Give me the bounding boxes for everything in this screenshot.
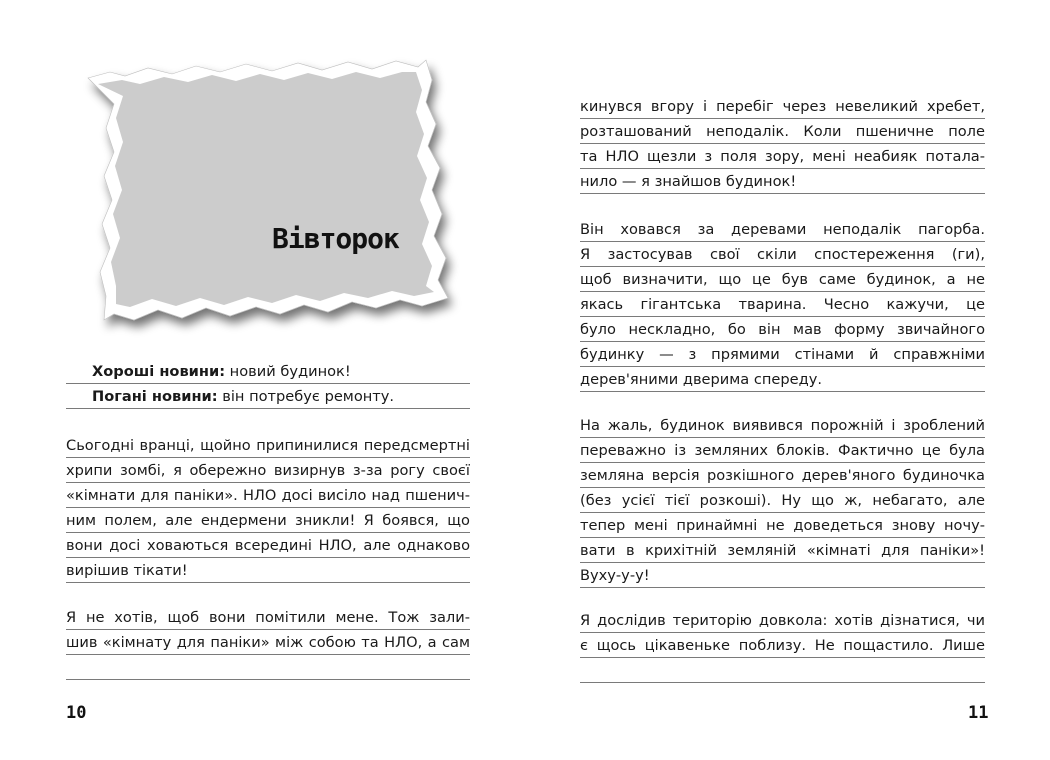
left-paragraph1-line: вирішив тікати! [66,559,470,583]
right-paragraph3-line: переважно із земляних блоків. Фактично це була [580,439,985,463]
empty-ruled-line [66,656,470,680]
left-paragraph1-line: «кімнати для паніки». НЛО досі висіло над пшенич- [66,484,470,508]
right-paragraph2-line: щоб визначити, що це був саме будинок, а не [580,268,985,292]
left-paragraph2-line: Я не хотів, щоб вони помітили мене. Тож зали- [66,606,470,630]
right-paragraph4-line: є щось цікавеньке поблизу. Не пощастило. Лише [580,634,985,658]
right-paragraph3-line: На жаль, будинок виявився порожній і зроблений [580,414,985,438]
left-paragraph1-line: вони досі ховаються всередині НЛО, але однаково [66,534,470,558]
chapter-heading: Вівторок [272,222,399,255]
right-paragraph3-line: земляна версія розкішного дерев'яного будиночка [580,464,985,488]
right-paragraph3-line: тепер мені принаймні не доведеться знову ночу- [580,514,985,538]
bad-news-label: Погані новини: [92,388,218,405]
left-paragraph1-line: Сьогодні вранці, щойно припинилися передсмертні [66,434,470,458]
right-paragraph1-line: нило — я знайшов будинок! [580,170,985,194]
title-card [70,50,490,340]
right-paragraph2-line: було нескладно, бо він мав форму звичайного [580,318,985,342]
right-paragraph3-line: (без усієї тієї розкоші). Ну що ж, небагато, але [580,489,985,513]
right-paragraph2-line: дерев'яними дверима спереду. [580,368,985,392]
left-paragraph1-line: хрипи зомбі, я обережно визирнув з-за рогу своєї [66,459,470,483]
right-paragraph2-line: Я застосував свої скіли спостереження (ги), [580,243,985,267]
right-paragraph2-line: якась гігантська тварина. Чесно кажучи, це [580,293,985,317]
bad-news-text: він потребує ремонту. [217,388,395,405]
page-number-right: 11 [968,703,989,723]
left-paragraph2-line: шив «кімнату для паніки» між собою та НЛО, а сам [66,631,470,655]
right-paragraph4-line: Я дослідив територію довкола: хотів дізнатися, чи [580,609,985,633]
good-news-label: Хороші новини: [92,363,226,380]
page-number-left: 10 [66,703,87,723]
right-paragraph1-line: кинувся вгору і перебіг через невеликий хребет, [580,95,985,119]
right-paragraph2-line: будинку — з прямими стінами й справжніми [580,343,985,367]
left-paragraph1-line: ним полем, але ендермени зникли! Я боявся, що [66,509,470,533]
bad-news-line [66,385,470,409]
empty-ruled-line [580,659,985,683]
right-paragraph3-line: вати в крихітній земляній «кімнаті для паніки»! [580,539,985,563]
right-paragraph1-line: та НЛО щезли з поля зору, мені неабияк потала- [580,145,985,169]
good-news-line [66,360,470,384]
good-news-text: новий будинок! [225,363,351,380]
right-paragraph3-line: Вуху-у-у! [580,564,985,588]
right-paragraph2-line: Він ховався за деревами неподалік пагорба. [580,218,985,242]
torn-paper-shape [70,50,490,340]
right-paragraph1-line: розташований неподалік. Коли пшеничне поле [580,120,985,144]
